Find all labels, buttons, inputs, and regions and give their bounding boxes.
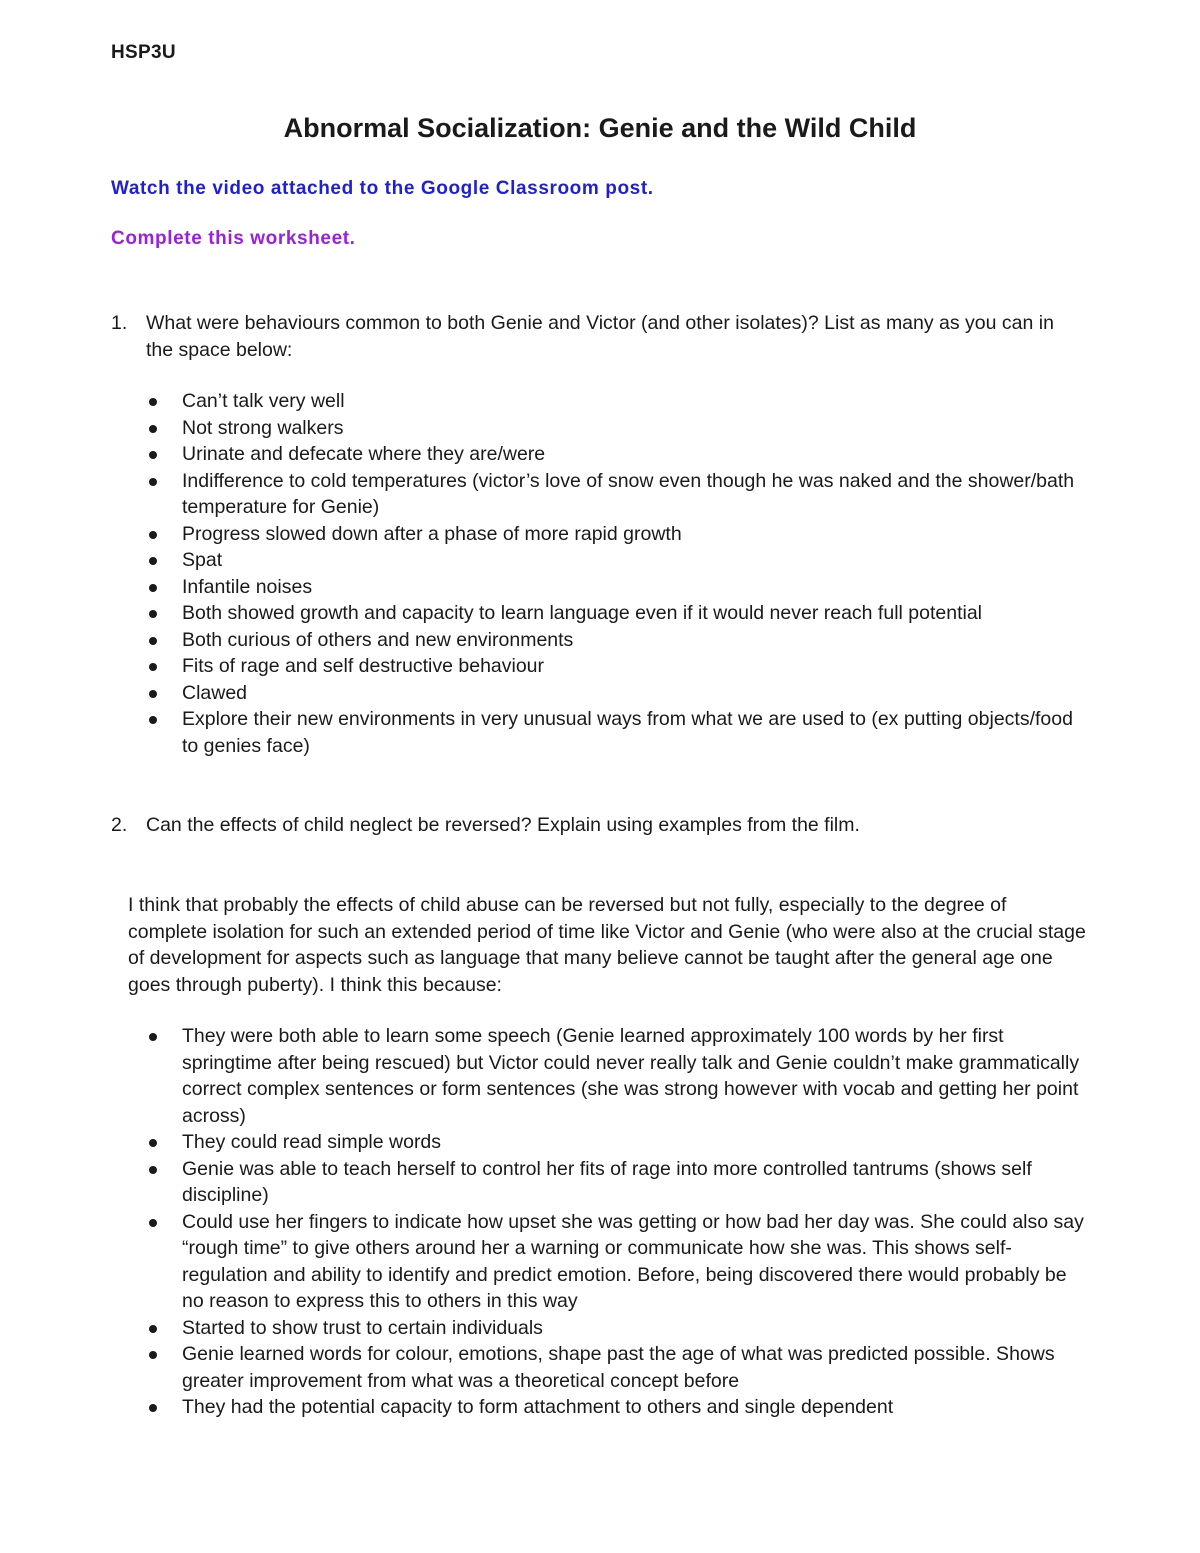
list-item: Could use her fingers to indicate how upset she was getting or how bad her day was. She could also say “rough time” to give others around her a warning or communicate how she was. This shows self-regulation and ability to identify and predict emotion. Before, being discovered there would probably be no reason to express this to others in this way [146,1209,1091,1315]
list-item: Urinate and defecate where they are/were [146,441,1091,468]
list-item: Clawed [146,680,1091,707]
list-item: Can’t talk very well [146,388,1091,415]
question-1-answer-list [146,388,1091,759]
list-item: Infantile noises [146,574,1091,601]
watch-video-instruction: Watch the video attached to the Google Classroom post. [111,178,654,199]
list-item: Started to show trust to certain individuals [146,1315,1091,1342]
page-title: Abnormal Socialization: Genie and the Wild Child [283,113,917,143]
question-2 [111,812,1071,839]
complete-worksheet-instruction: Complete this worksheet. [111,228,356,249]
question-text: Can the effects of child neglect be reversed? Explain using examples from the film. [146,814,860,836]
list-item: Fits of rage and self destructive behaviour [146,653,1091,680]
list-item: Genie learned words for colour, emotions, shape past the age of what was predicted possible. Shows greater improvement from what was a theoretical concept before [146,1341,1091,1394]
list-item: Genie was able to teach herself to control her fits of rage into more controlled tantrums (shows self discipline) [146,1156,1091,1209]
list-item: Not strong walkers [146,415,1091,442]
list-item: Explore their new environments in very unusual ways from what we are used to (ex putting objects/food to genies face) [146,706,1091,759]
list-item: Spat [146,547,1091,574]
list-item: Progress slowed down after a phase of more rapid growth [146,521,1091,548]
list-item: They had the potential capacity to form attachment to others and single dependent [146,1394,1091,1421]
course-code: HSP3U [111,42,176,63]
list-item: They could read simple words [146,1129,1091,1156]
list-item: Both curious of others and new environments [146,627,1091,654]
question-2-answer-list [146,1023,1091,1421]
question-2-answer-paragraph: I think that probably the effects of child abuse can be reversed but not fully, especially to the degree of complete isolation for such an extended period of time like Victor and Genie (who were also at the crucial stage of development for aspects such as language that many believe cannot be taught after the general age one goes through puberty). I think this because: [128,894,1086,996]
question-text: What were behaviours common to both Genie and Victor (and other isolates)? List as many as you can in the space below: [146,312,1054,361]
list-item: Both showed growth and capacity to learn language even if it would never reach full potential [146,600,1091,627]
question-1 [111,310,1071,363]
list-item: Indifference to cold temperatures (victor’s love of snow even though he was naked and the shower/bath temperature for Genie) [146,468,1091,521]
list-item: They were both able to learn some speech (Genie learned approximately 100 words by her first springtime after being rescued) but Victor could never really talk and Genie couldn’t make grammatically correct complex sentences or form sentences (she was strong however with vocab and getting her point across) [146,1023,1091,1129]
question-number: 2. [111,814,128,836]
question-number: 1. [111,312,128,334]
